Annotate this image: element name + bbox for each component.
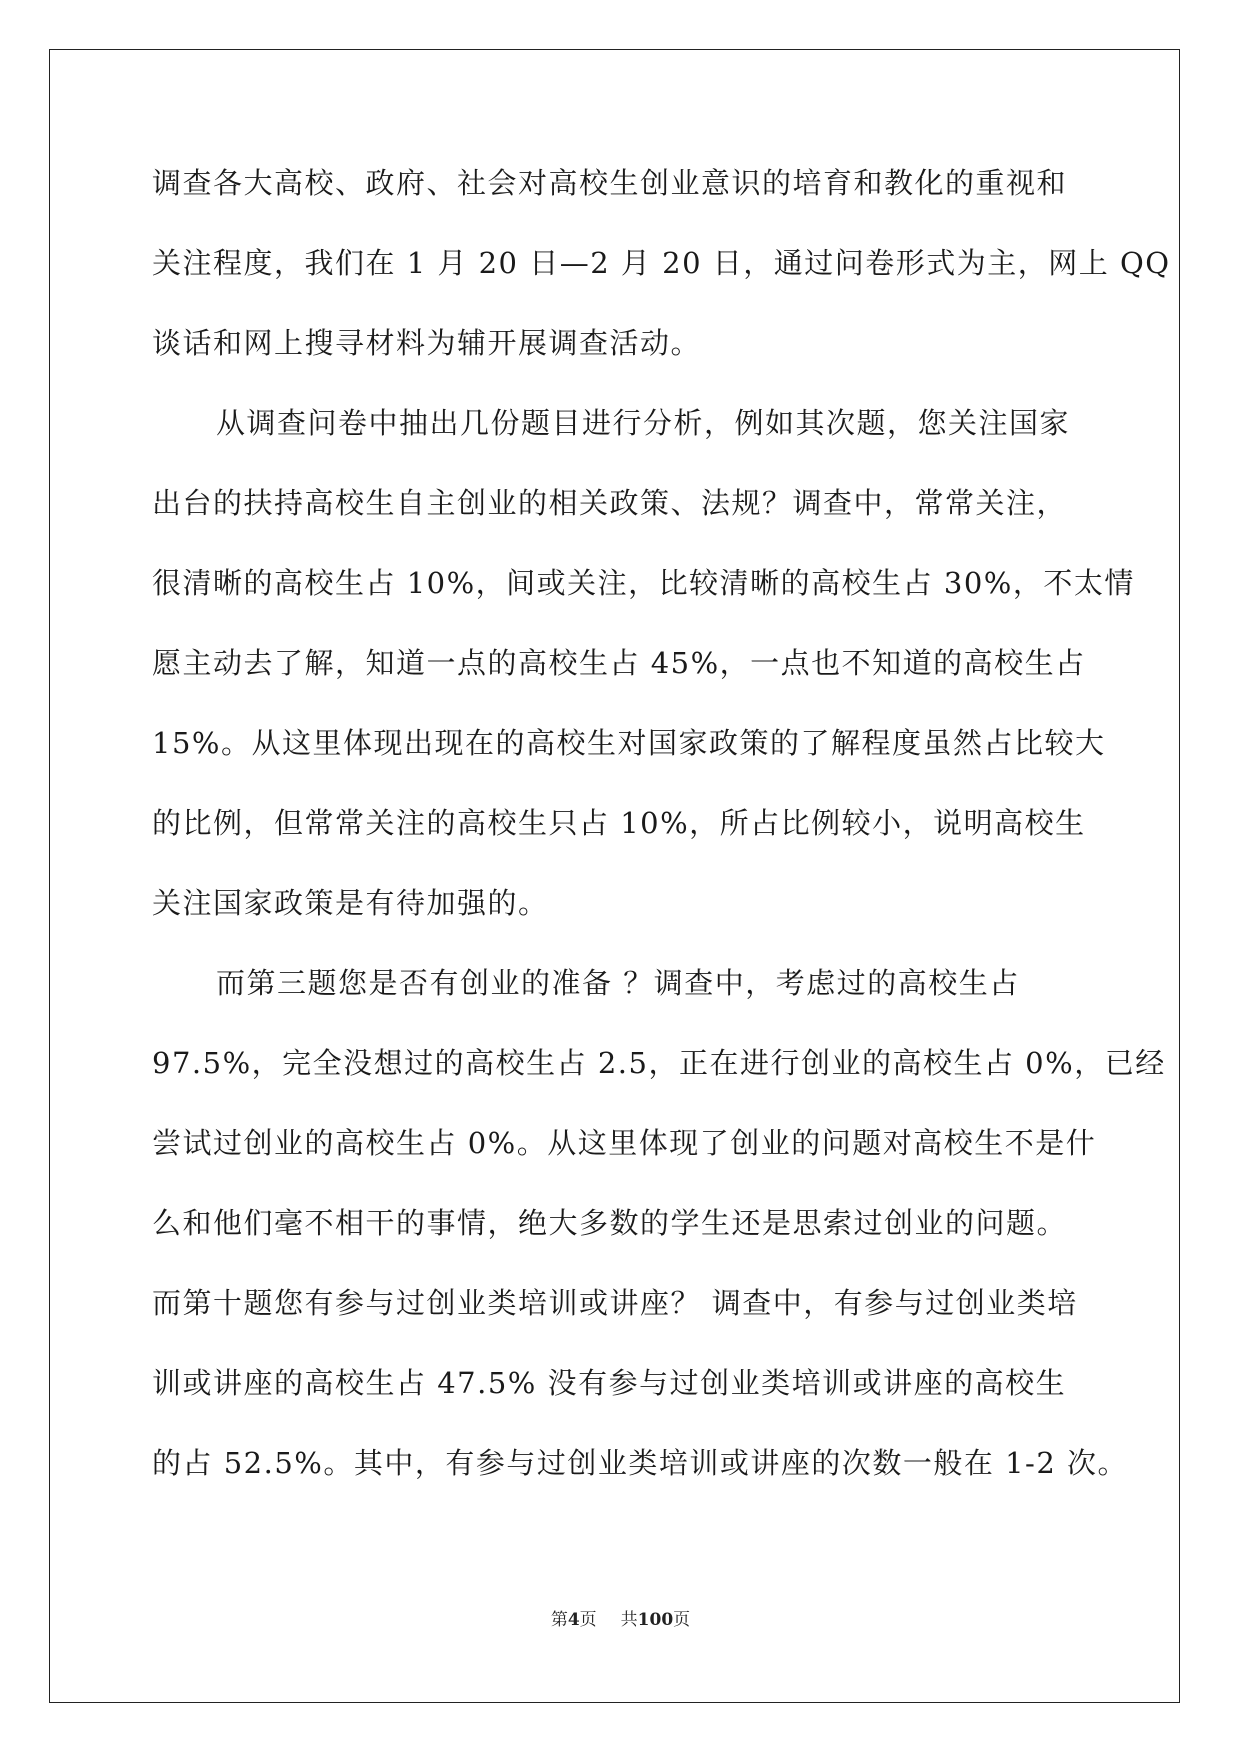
text-line: 97.5%，完全没想过的高校生占 2.5，正在进行创业的高校生占 0%，已经 bbox=[152, 1046, 1166, 1080]
page-footer bbox=[0, 1605, 1241, 1630]
total-prefix: 共 bbox=[620, 1610, 638, 1630]
total-pages: 100 bbox=[637, 1610, 674, 1630]
text-line: 而第十题您有参与过创业类培训或讲座？ 调查中，有参与过创业类培 bbox=[152, 1286, 1078, 1320]
text-line: 调查各大高校、政府、社会对高校生创业意识的培育和教化的重视和 bbox=[152, 166, 1068, 200]
text-line: 么和他们毫不相干的事情，绝大多数的学生还是思索过创业的问题。 bbox=[152, 1206, 1068, 1240]
text-line: 愿主动去了解，知道一点的高校生占 45%，一点也不知道的高校生占 bbox=[152, 646, 1086, 680]
text-line: 关注程度，我们在 1 月 20 日—2 月 20 日，通过问卷形式为主，网上 QQ bbox=[152, 246, 1171, 280]
paragraph-start-line: 从调查问卷中抽出几份题目进行分析，例如其次题，您关注国家 bbox=[216, 406, 1071, 440]
page-number: 4 bbox=[567, 1610, 580, 1630]
document-body bbox=[152, 143, 1171, 1503]
paragraph-start-line: 而第三题您是否有创业的准备 ？调查中，考虑过的高校生占 bbox=[216, 966, 1020, 1000]
text-line: 关注国家政策是有待加强的。 bbox=[152, 886, 549, 920]
text-line: 训或讲座的高校生占 47.5% 没有参与过创业类培训或讲座的高校生 bbox=[152, 1366, 1067, 1400]
text-line: 的占 52.5%。其中，有参与过创业类培训或讲座的次数一般在 1-2 次。 bbox=[152, 1446, 1128, 1480]
text-line: 的比例，但常常关注的高校生只占 10%，所占比例较小，说明高校生 bbox=[152, 806, 1086, 840]
page-suffix: 页 bbox=[579, 1610, 597, 1630]
total-suffix: 页 bbox=[673, 1610, 691, 1630]
text-line: 很清晰的高校生占 10%，间或关注，比较清晰的高校生占 30%，不太情 bbox=[152, 566, 1135, 600]
page-prefix: 第 bbox=[550, 1610, 568, 1630]
text-line: 15%。从这里体现出现在的高校生对国家政策的了解程度虽然占比较大 bbox=[152, 726, 1106, 760]
text-line: 尝试过创业的高校生占 0%。从这里体现了创业的问题对高校生不是什 bbox=[152, 1126, 1097, 1160]
text-line: 出台的扶持高校生自主创业的相关政策、法规？调查中，常常关注， bbox=[152, 486, 1068, 520]
text-line: 谈话和网上搜寻材料为辅开展调查活动。 bbox=[152, 326, 702, 360]
